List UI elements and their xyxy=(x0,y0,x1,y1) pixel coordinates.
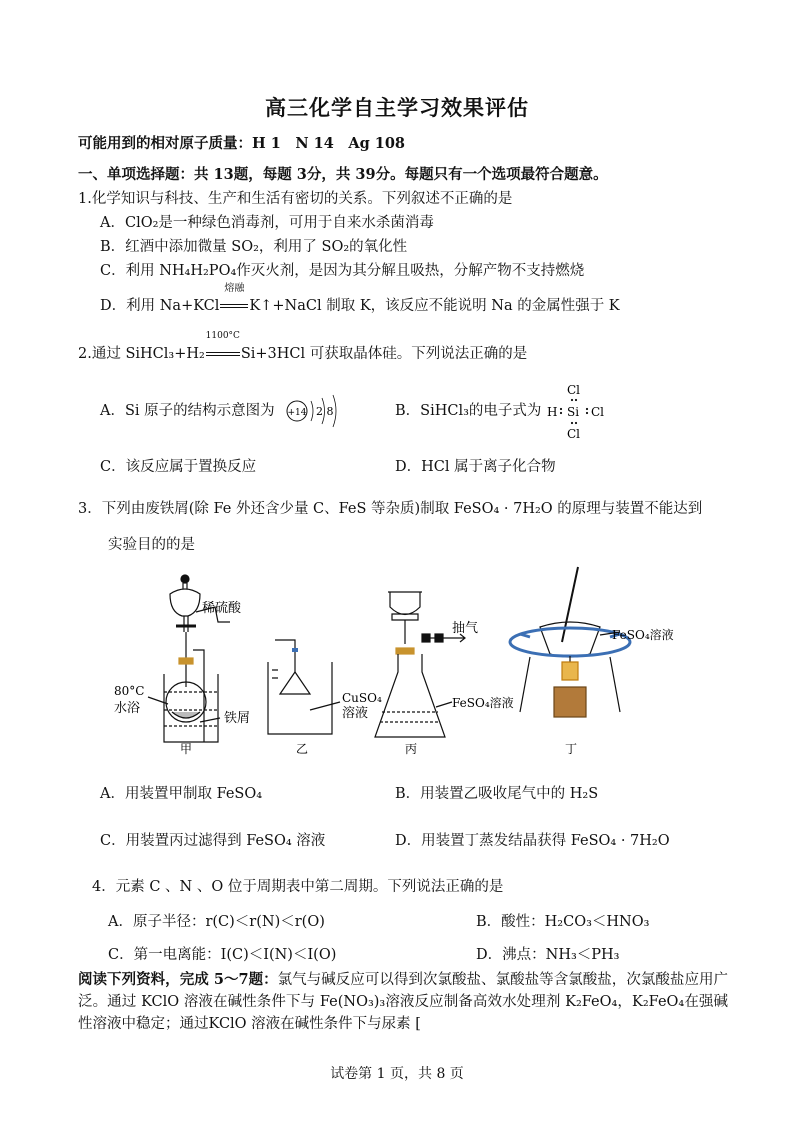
reading-text: 氯气与碱反应可以得到次氯酸盐、氯酸盐等含氯酸盐，次氯酸盐应用广泛。通过 KClO 溶液在碱性条件下与 Fe(NO₃)₃溶液反应制备高效水处理剂 K₂FeO₄，K₂FeO₄在强碱性溶液中稳定；通过KClO 溶液在碱性条件下与尿素 [ xyxy=(78,972,728,1032)
q3-option-a: A．用装置甲制取 FeSO₄ xyxy=(100,786,263,802)
cl-top: Cl xyxy=(567,383,581,397)
q2-option-b: B．SiHCl₃的电子式为 xyxy=(395,403,542,419)
q2-option-a xyxy=(100,402,275,420)
rubber-stopper-icon xyxy=(179,658,193,664)
q1-option-a: A．ClO₂是一种绿色消毒剂，可用于自来水杀菌消毒 xyxy=(100,215,434,231)
label-ding: 丁 xyxy=(565,742,578,756)
q4-stem: 4．元素 C 、N 、O 位于周期表中第二周期。下列说法正确的是 xyxy=(92,879,504,895)
q3-option-b: B．用装置乙吸收尾气中的 H₂S xyxy=(395,786,599,802)
q1-option-d xyxy=(100,283,620,315)
q2-stem-prefix: 2.通过 SiHCl₃+H₂ xyxy=(78,346,205,362)
melting-condition: 熔融 xyxy=(224,283,245,294)
label-solution: 溶液 xyxy=(342,706,369,721)
equals-sign-icon xyxy=(220,304,248,308)
apparatus-bing xyxy=(375,592,465,737)
q1-stem: 1.化学知识与科技、生产和生活有密切的关系。下列叙述不正确的是 xyxy=(78,191,513,207)
q1-option-d-suffix: K↑+NaCl 制取 K，该反应不能说明 Na 的金属性强于 K xyxy=(249,298,620,314)
label-pump: 抽气 xyxy=(452,621,479,636)
shell-electrons: 2 8 xyxy=(316,405,334,418)
melting-arrow xyxy=(219,283,249,315)
temp-condition: 1100°C xyxy=(205,331,240,341)
cl-bottom: Cl xyxy=(567,427,581,441)
sihcl3-electron-formula xyxy=(545,380,615,442)
nucleus-charge: +14 xyxy=(287,408,307,418)
q3-stem-line2: 实验目的的是 xyxy=(108,537,195,553)
q3-stem-line1: 3．下列由废铁屑(除 Fe 外还含少量 C、FeS 等杂质)制取 FeSO₄ · 7H₂O 的原理与装置不能达到 xyxy=(78,501,703,517)
funnel-stopper-icon xyxy=(181,575,189,583)
buchner-funnel-icon xyxy=(390,592,420,615)
q3-option-c: C．用装置丙过滤得到 FeSO₄ 溶液 xyxy=(100,833,326,849)
glass-rod-icon xyxy=(562,567,578,642)
q3-option-d: D．用装置丁蒸发结晶获得 FeSO₄ · 7H₂O xyxy=(395,833,670,849)
q4-option-c: C．第一电离能：I(C)＜I(N)＜I(O) xyxy=(108,947,337,963)
label-iron-scrap: 铁屑 xyxy=(224,711,251,726)
label-feso4-solution-bing: FeSO₄溶液 xyxy=(452,696,514,710)
si-center: Si xyxy=(567,405,580,419)
label-feso4-solution-ding: FeSO₄溶液 xyxy=(612,628,674,642)
si-atom-diagram xyxy=(284,392,344,432)
beaker-icon xyxy=(164,674,218,742)
label-water-bath: 水浴 xyxy=(114,701,141,716)
q1-option-b: B．红酒中添加微量 SO₂，利用了 SO₂的氧化性 xyxy=(100,239,408,255)
q1-option-c: C．利用 NH₄H₂PO₄作灭火剂，是因为其分解且吸热，分解产物不支持燃烧 xyxy=(100,263,585,279)
q2-stem xyxy=(78,331,528,363)
q2-option-c: C．该反应属于置换反应 xyxy=(100,459,257,475)
page-title: 高三化学自主学习效果评估 xyxy=(265,95,529,120)
inverted-funnel-icon xyxy=(280,672,310,694)
q4-option-b: B．酸性：H₂CO₃＜HNO₃ xyxy=(476,914,650,930)
filter-flask-icon xyxy=(375,654,445,737)
rubber-stopper-icon xyxy=(396,648,414,654)
section-heading: 一、单项选择题：共 13题，每题 3分，共 39分。每题只有一个选项最符合题意。 xyxy=(78,166,608,183)
equals-sign-icon xyxy=(206,352,240,356)
apparatus-ding xyxy=(510,567,630,717)
cl-right: Cl xyxy=(591,405,605,419)
temp-arrow xyxy=(205,331,241,363)
label-bing: 丙 xyxy=(405,742,418,756)
q2-stem-suffix: Si+3HCl 可获取晶体硅。下列说法正确的是 xyxy=(240,346,528,362)
reading-lead: 阅读下列资料，完成 5～7题： xyxy=(78,971,278,988)
apparatus-yi xyxy=(268,640,340,734)
separatory-funnel-icon xyxy=(170,589,200,616)
q4-option-a: A．原子半径：r(C)＜r(N)＜r(O) xyxy=(108,914,325,930)
reading-material xyxy=(78,969,728,1035)
q4-option-d: D．沸点：NH₃＜PH₃ xyxy=(476,947,620,963)
label-dilute-acid: 稀硫酸 xyxy=(202,601,242,616)
label-cuso4: CuSO₄ xyxy=(342,691,382,705)
label-water-bath-temp: 80°C xyxy=(114,684,145,698)
label-jia: 甲 xyxy=(180,742,193,756)
page-footer: 试卷第 1 页，共 8 页 xyxy=(330,1066,464,1082)
q1-option-d-prefix: D．利用 Na+KCl xyxy=(100,298,220,314)
h-left: H xyxy=(547,405,558,419)
q2-option-a-text: A．Si 原子的结构示意图为 xyxy=(100,403,275,419)
atomic-mass-line: 可能用到的相对原子质量：H 1 N 14 Ag 108 xyxy=(78,135,406,152)
alcohol-lamp-icon xyxy=(554,687,586,717)
label-yi: 乙 xyxy=(296,742,309,756)
apparatus-figure xyxy=(100,562,674,757)
shell-arc-icon xyxy=(311,401,313,421)
beaker-icon xyxy=(268,662,332,734)
q2-option-d: D．HCl 属于离子化合物 xyxy=(395,459,556,475)
